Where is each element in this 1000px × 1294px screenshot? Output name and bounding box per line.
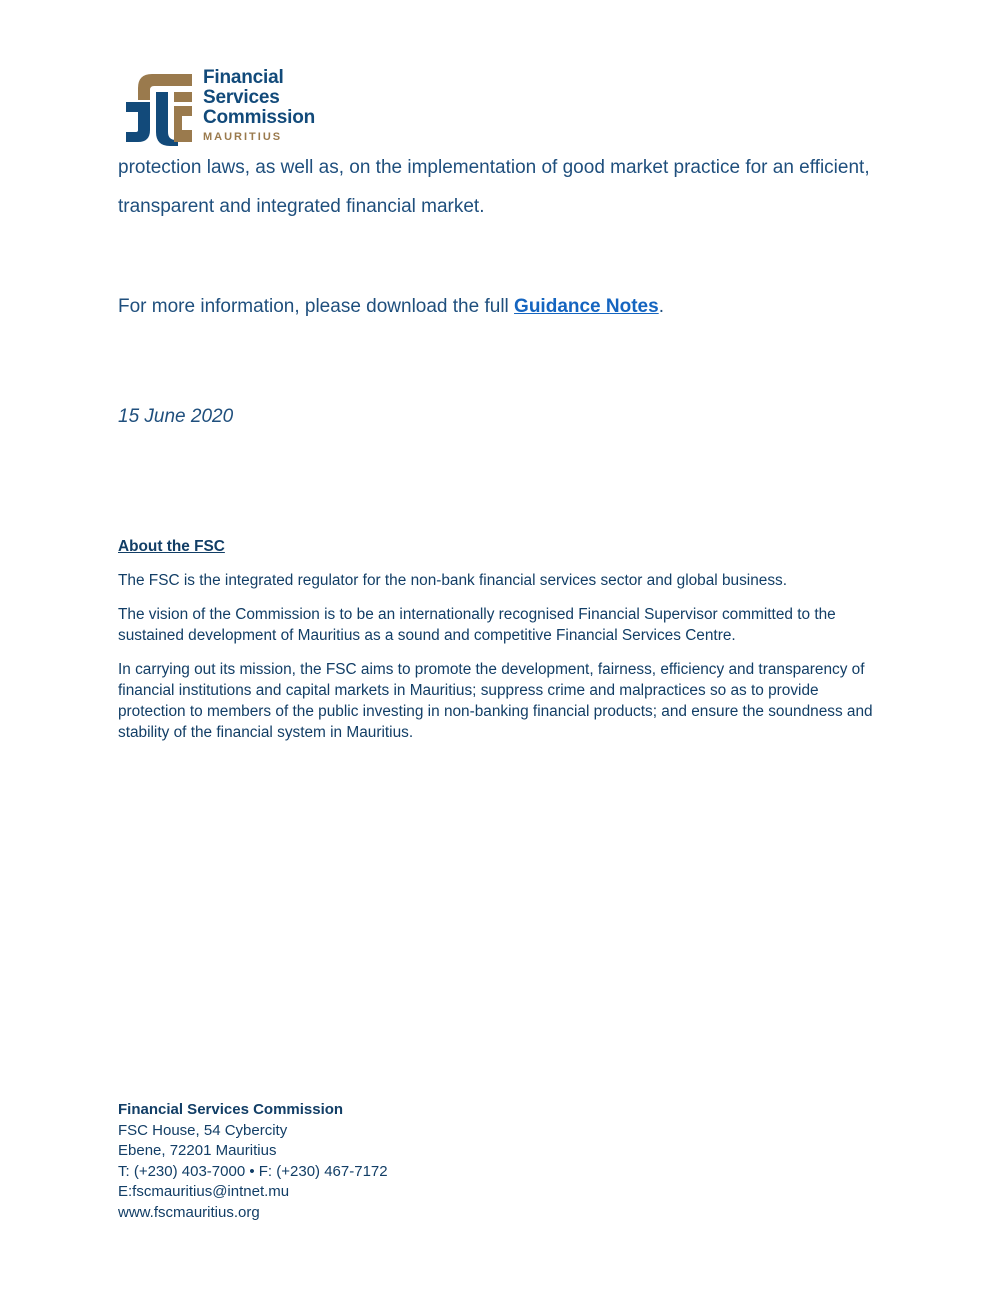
more-info-prefix: For more information, please download the full (118, 296, 515, 317)
contact-website: www.fscmauritius.org (118, 1203, 260, 1221)
fsc-logo (124, 68, 354, 148)
fsc-logo-mark-icon (124, 70, 196, 146)
logo-line-commission: Commission (203, 107, 316, 128)
contact-address-line-2: Ebene, 72201 Mauritius (118, 1142, 277, 1160)
more-info-paragraph (118, 292, 898, 322)
fsc-logo-text (203, 68, 315, 144)
contact-address-line-1: FSC House, 54 Cybercity (118, 1121, 288, 1139)
lead-paragraph (118, 148, 898, 226)
logo-line-financial: Financial (203, 67, 284, 88)
guidance-notes-link[interactable]: Guidance Notes (514, 296, 659, 317)
contact-phone-fax: T: (+230) 403-7000 • F: (+230) 467-7172 (118, 1162, 388, 1180)
about-paragraph-1: The FSC is the integrated regulator for the non-bank financial services sector and global business. (118, 572, 788, 589)
about-section (118, 536, 886, 756)
more-info-suffix: . (658, 296, 664, 317)
contact-email: E:fscmauritius@intnet.mu (118, 1183, 290, 1201)
contact-org-name: Financial Services Commission (118, 1101, 344, 1118)
contact-block (118, 1100, 388, 1224)
logo-line-services: Services (203, 87, 280, 108)
logo-sub-mauritius: MAURITIUS (203, 131, 283, 143)
about-paragraph-3: In carrying out its mission, the FSC aims to promote the development, fairness, efficiency and transparency of financial institutions and capital markets in Mauritius; suppress crime and malpractices so as to provide protection to members of the public investing in non-banking financial products; and ensure the soundness and stability of the financial system in Mauritius. (118, 661, 873, 741)
lead-line-1: protection laws, as well as, on the implementation of good market practice for an efficient, (118, 157, 870, 178)
publication-date: 15 June 2020 (118, 406, 234, 427)
about-paragraph-2: The vision of the Commission is to be an internationally recognised Financial Supervisor committed to the sustained development of Mauritius as a sound and competitive Financial Services Centre. (118, 606, 836, 644)
lead-line-2: transparent and integrated financial market. (118, 196, 485, 217)
about-title: About the FSC (118, 538, 225, 555)
